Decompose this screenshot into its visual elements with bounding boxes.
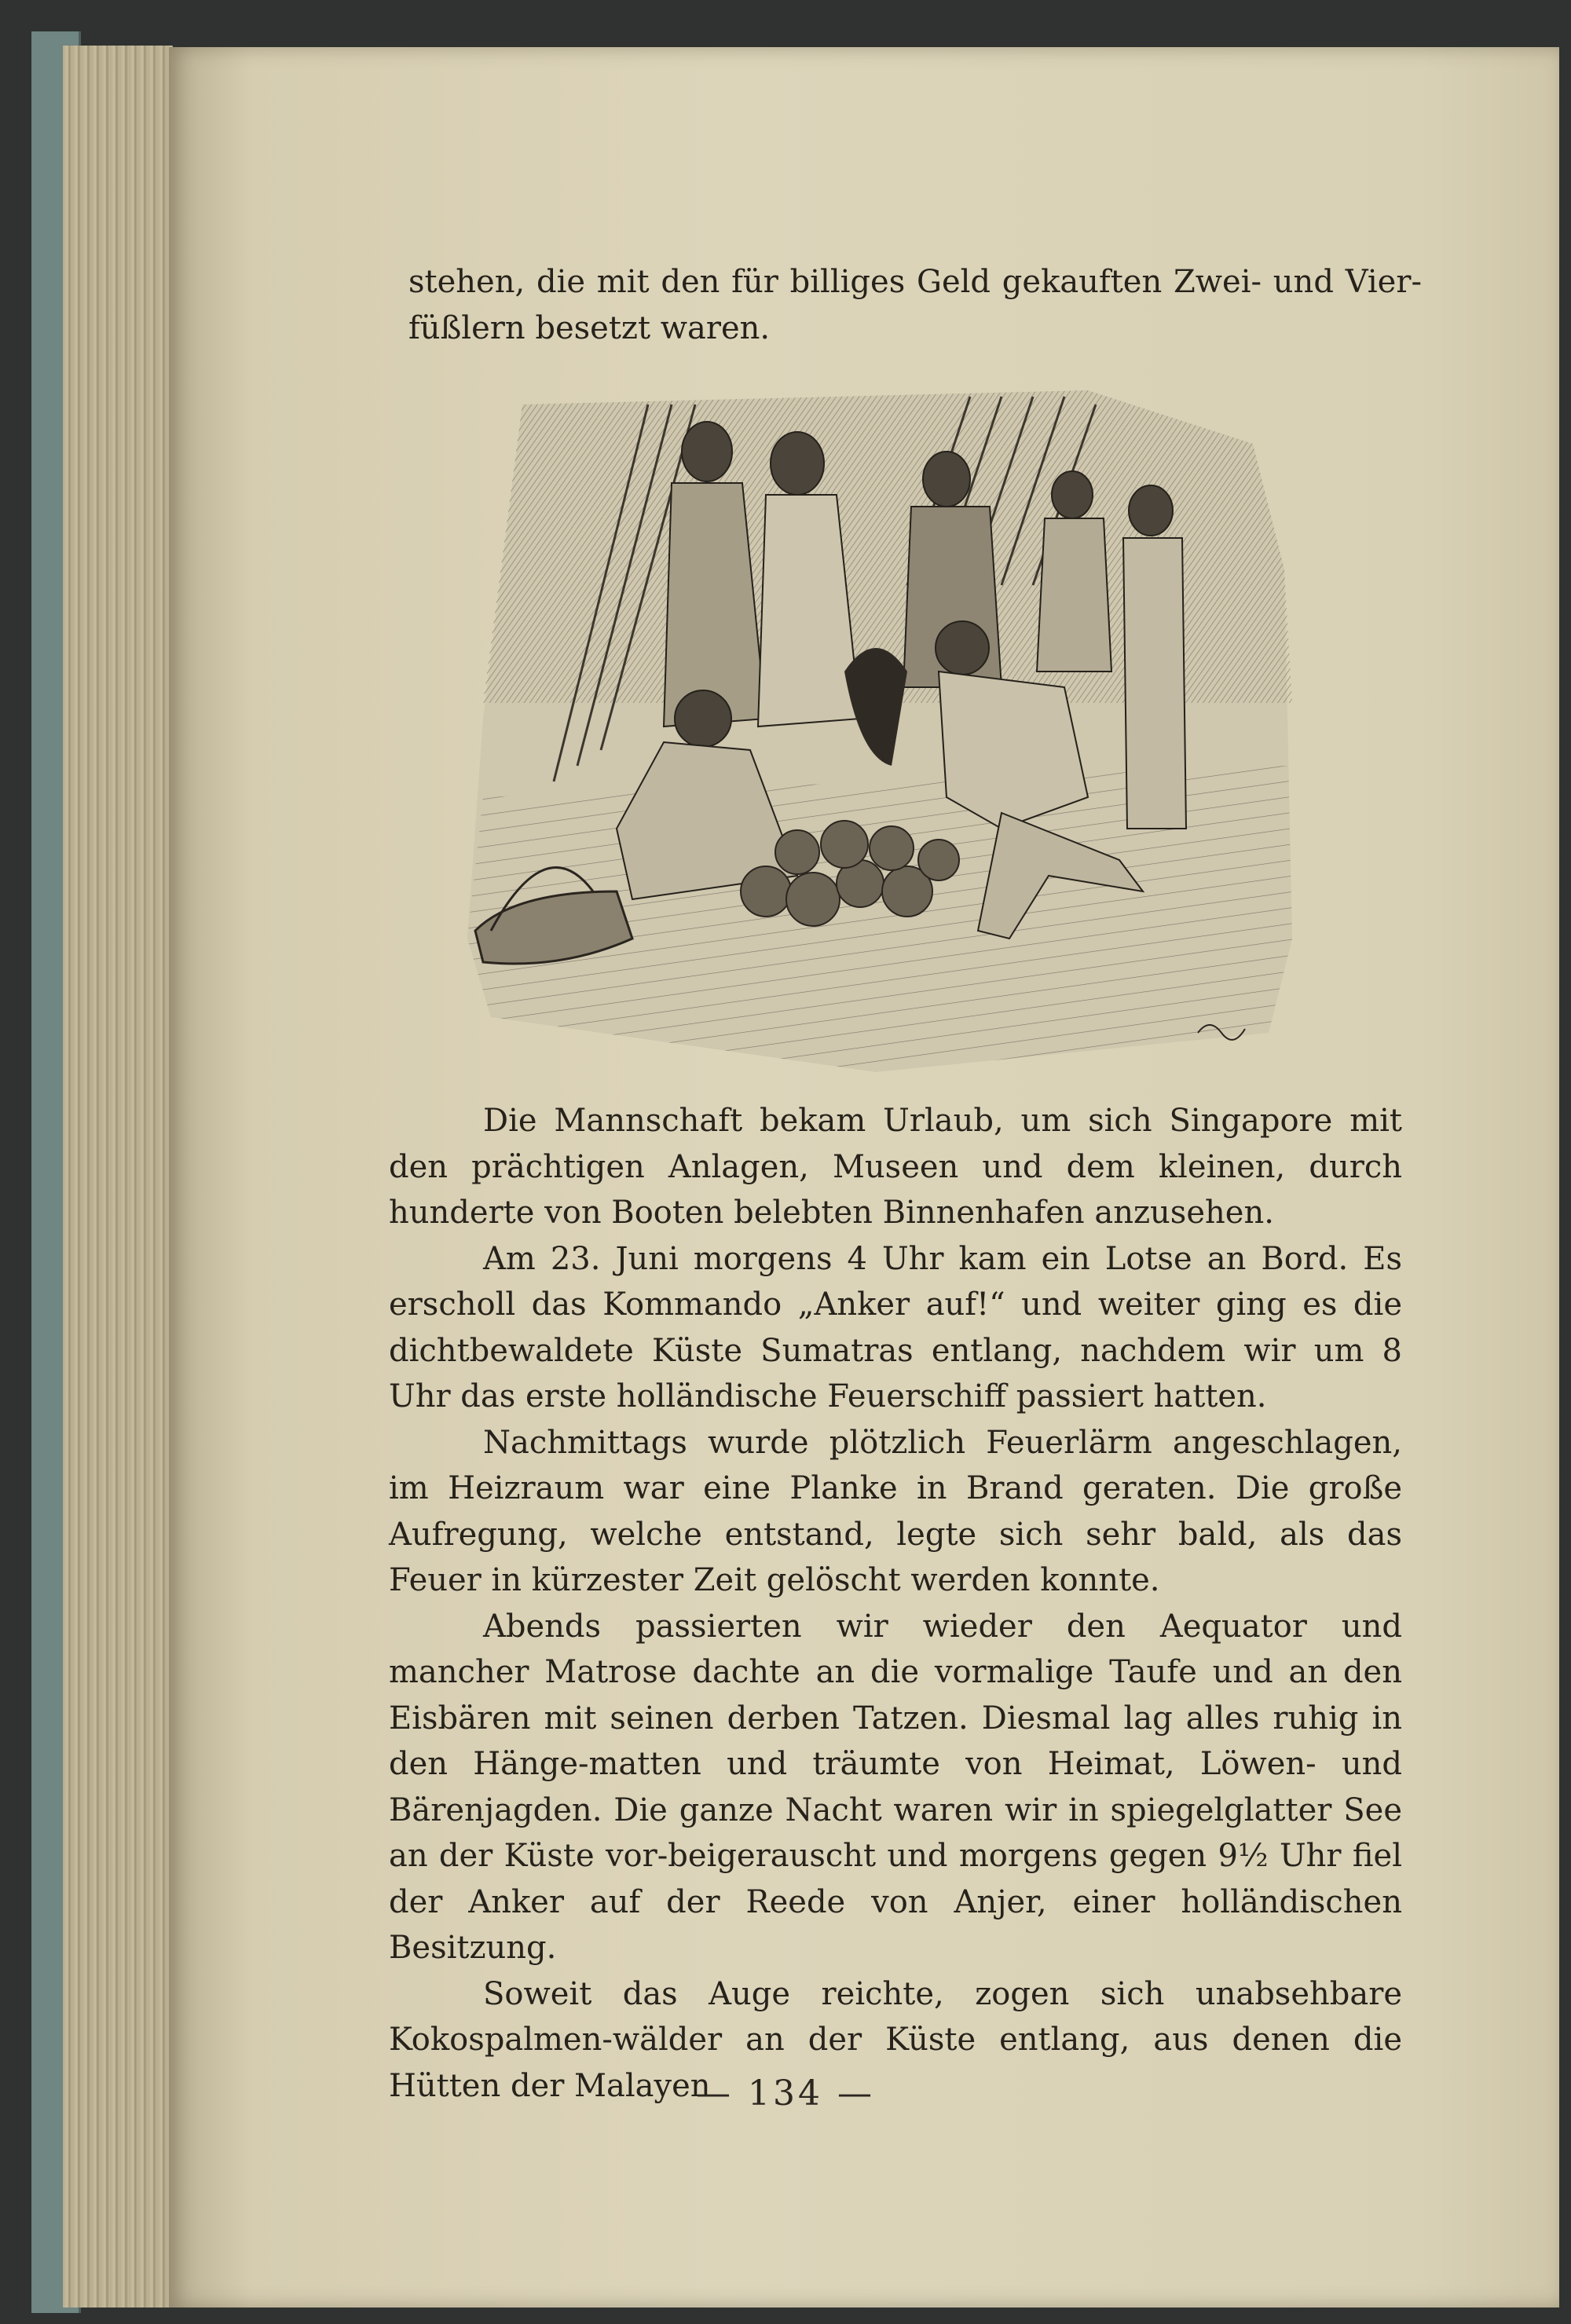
top-text-block	[408, 259, 1422, 351]
paragraph-1: Die Mannschaft bekam Urlaub, um sich Singapore mit den prächtigen Anlagen, Museen und dem kleinen, durch hunderte von Booten belebten Binnenhafen anzusehen.	[389, 1103, 1402, 1231]
page-number: — 134 —	[696, 2073, 875, 2114]
main-text-block	[389, 1098, 1402, 2109]
paragraph-top: stehen, die mit den für billiges Geld gekauften Zwei- und Vier-füßlern besetzt waren.	[408, 264, 1422, 346]
paragraph-4: Abends passierten wir wieder den Aequator und mancher Matrose dachte an die vormalige Taufe und an den Eisbären mit seinen derben Tatzen. Diesmal lag alles ruhig in den Hänge-matten und träumte von Heimat, Löwen- und Bärenjagden. Die ganze Nacht waren wir in spiegelglatter See an der Küste vor-beigerauscht und morgens gegen 9½ Uhr fiel der Anker auf der Reede von Anjer, einer holländischen Besitzung.	[389, 1608, 1402, 1966]
paragraph-5: Soweit das Auge reichte, zogen sich unabsehbare Kokospalmen-wälder an der Küste entlang, aus denen die Hütten der Malayen	[389, 1975, 1402, 2104]
paragraph-2: Am 23. Juni morgens 4 Uhr kam ein Lotse an Bord. Es erscholl das Kommando „Anker auf!“ und weiter ging es die dichtbewaldete Küste Sumatras entlang, nachdem wir um 8 Uhr das erste holländische Feuerschiff passiert hatten.	[389, 1240, 1402, 1415]
page-stack-edge	[63, 46, 173, 2308]
engraving-illustration	[467, 389, 1339, 1072]
paragraph-3: Nachmittags wurde plötzlich Feuerlärm angeschlagen, im Heizraum war eine Planke in Brand geraten. Die große Aufregung, welche entstand, legte sich sehr bald, als das Feuer in kürzester Zeit gelöscht werden konnte.	[389, 1424, 1402, 1598]
